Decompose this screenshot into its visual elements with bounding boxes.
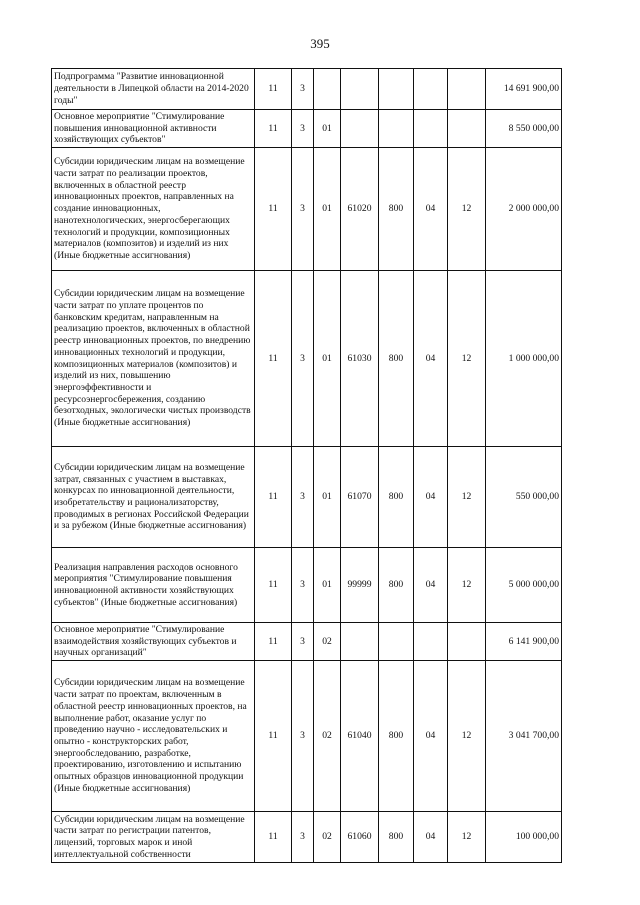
code-4: 61060 [341,812,379,863]
code-5: 800 [379,661,414,812]
code-6: 04 [414,548,448,623]
code-5: 800 [379,548,414,623]
code-4: 61040 [341,661,379,812]
amount: 8 550 000,00 [486,110,562,148]
code-3 [314,69,341,110]
code-2: 3 [292,148,314,271]
page-number: 395 [310,36,330,51]
code-2: 3 [292,812,314,863]
code-5 [379,623,414,661]
code-6 [414,110,448,148]
code-7 [448,623,486,661]
amount: 14 691 900,00 [486,69,562,110]
table-row [52,110,562,148]
item-name: Субсидии юридическим лицам на возмещение части затрат по регистрации патентов, лицензий, торговых марок и иной интеллектуальной собственности [52,812,255,863]
amount: 100 000,00 [486,812,562,863]
code-7: 12 [448,148,486,271]
code-4: 61020 [341,148,379,271]
code-5 [379,110,414,148]
code-7: 12 [448,661,486,812]
code-4: 99999 [341,548,379,623]
amount: 1 000 000,00 [486,271,562,447]
code-1: 11 [255,661,292,812]
amount: 5 000 000,00 [486,548,562,623]
table-row [52,661,562,812]
code-5: 800 [379,271,414,447]
code-2: 3 [292,661,314,812]
table-row [52,148,562,271]
table-row [52,271,562,447]
code-3: 01 [314,548,341,623]
amount: 3 041 700,00 [486,661,562,812]
code-6: 04 [414,271,448,447]
code-6 [414,623,448,661]
code-1: 11 [255,812,292,863]
code-7 [448,110,486,148]
code-6 [414,69,448,110]
table-row [52,812,562,863]
code-6: 04 [414,148,448,271]
item-name: Субсидии юридическим лицам на возмещение части затрат по проектам, включенным в областной реестр инновационных проектов, на выполнение работ, оказание услуг по проведению научно - исследовательских и опытно - конструкторских работ, энергообследованию, разработке, проектированию, изготовлению и испытанию опытных образцов инновационной продукции (Иные бюджетные ассигнования) [52,661,255,812]
item-name: Реализация направления расходов основного мероприятия "Стимулирование повышения инновационной активности хозяйствующих субъектов" (Иные бюджетные ассигнования) [52,548,255,623]
code-3: 02 [314,623,341,661]
code-5: 800 [379,812,414,863]
code-2: 3 [292,447,314,548]
code-2: 3 [292,110,314,148]
budget-table [51,68,562,863]
item-name: Субсидии юридическим лицам на возмещение части затрат по реализации проектов, включенных в областной реестр инновационных проектов, направленных на создание инновационных, нанотехнологических, энергосберегающих технологий и продукции, композиционных материалов (композитов) и изделий из них (Иные бюджетные ассигнования) [52,148,255,271]
table-row [52,548,562,623]
code-1: 11 [255,623,292,661]
item-name: Основное мероприятие "Стимулирование взаимодействия хозяйствующих субъектов и научных организаций" [52,623,255,661]
amount: 550 000,00 [486,447,562,548]
code-5: 800 [379,447,414,548]
code-1: 11 [255,548,292,623]
code-3: 01 [314,110,341,148]
code-1: 11 [255,271,292,447]
code-3: 01 [314,447,341,548]
code-7: 12 [448,447,486,548]
item-name: Субсидии юридическим лицам на возмещение затрат, связанных с участием в выставках, конкурсах по инновационной деятельности, изобретательству и рационализаторству, проводимых в регионах Российской Федерации и за рубежом (Иные бюджетные ассигнования) [52,447,255,548]
code-2: 3 [292,69,314,110]
code-3: 01 [314,148,341,271]
code-7 [448,69,486,110]
code-3: 01 [314,271,341,447]
code-1: 11 [255,447,292,548]
code-4 [341,110,379,148]
code-6: 04 [414,812,448,863]
code-7: 12 [448,812,486,863]
code-5 [379,69,414,110]
code-4: 61030 [341,271,379,447]
code-2: 3 [292,623,314,661]
code-6: 04 [414,661,448,812]
code-3: 02 [314,812,341,863]
code-4 [341,623,379,661]
table-row [52,447,562,548]
table-row [52,69,562,110]
code-1: 11 [255,148,292,271]
amount: 2 000 000,00 [486,148,562,271]
code-1: 11 [255,69,292,110]
code-4 [341,69,379,110]
amount: 6 141 900,00 [486,623,562,661]
code-7: 12 [448,271,486,447]
code-4: 61070 [341,447,379,548]
code-6: 04 [414,447,448,548]
code-1: 11 [255,110,292,148]
table-row [52,623,562,661]
item-name: Субсидии юридическим лицам на возмещение части затрат по уплате процентов по банковским кредитам, направленным на реализацию проектов, включенных в областной реестр инновационных проектов, по внедрению инновационных технологий и продукции, композиционных материалов (композитов) и изделий из них, повышению энергоэффективности и ресурсоэнергосбережения, созданию безотходных, экологически чистых производств (Иные бюджетные ассигнования) [52,271,255,447]
code-2: 3 [292,548,314,623]
code-7: 12 [448,548,486,623]
code-5: 800 [379,148,414,271]
code-2: 3 [292,271,314,447]
item-name: Подпрограмма "Развитие инновационной деятельности в Липецкой области на 2014-2020 годы" [52,69,255,110]
table-body [52,69,562,863]
item-name: Основное мероприятие "Стимулирование повышения инновационной активности хозяйствующих субъектов" [52,110,255,148]
code-3: 02 [314,661,341,812]
